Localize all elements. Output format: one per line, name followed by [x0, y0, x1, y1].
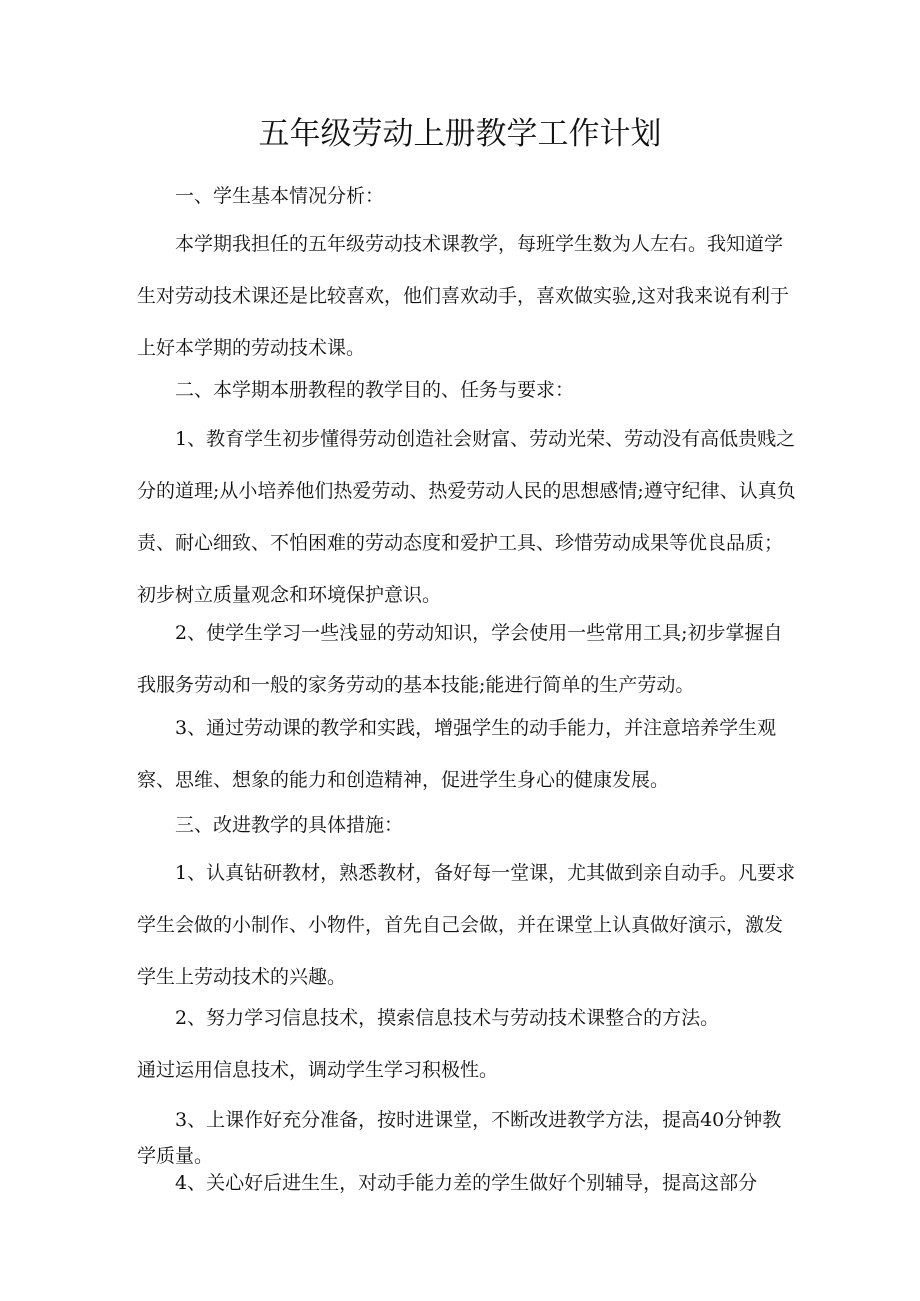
paragraph-objective-2: 2、使学生学习一些浅显的劳动知识，学会使用一些常用工具;初步掌握自我服务劳动和一般的家务劳动的基本技能;能进行简单的生产劳动。	[137, 622, 783, 696]
paragraph-measure-2-continued: 通过运用信息技术，调动学生学习积极性。	[137, 1059, 499, 1081]
paragraph-measure-4: 4、关心好后进生生，对动手能力差的学生做好个别辅导，提高这部分	[175, 1172, 758, 1194]
section-heading-student-analysis: 一、学生基本情况分析：	[175, 185, 385, 207]
section-heading-measures: 三、改进教学的具体措施：	[175, 814, 404, 836]
paragraph-measure-3: 3、上课作好充分准备，按时进课堂，不断改进教学方法，提高40分钟教学质量。	[137, 1109, 782, 1167]
paragraph-student-analysis: 本学期我担任的五年级劳动技术课教学，每班学生数为人左右。我知道学生对劳动技术课还是比较喜欢，他们喜欢动手，喜欢做实验,这对我来说有利于上好本学期的劳动技术课。	[137, 233, 790, 359]
section-heading-objectives: 二、本学期本册教程的教学目的、任务与要求：	[175, 379, 575, 401]
paragraph-measure-1: 1、认真钻研教材，熟悉教材，备好每一堂课，尤其做到亲自动手。凡要求学生会做的小制作、小物件，首先自己会做，并在课堂上认真做好演示，激发学生上劳动技术的兴趣。	[137, 862, 796, 988]
paragraph-objective-3: 3、通过劳动课的教学和实践，增强学生的动手能力，并注意培养学生观察、思维、想象的能力和创造精神，促进学生身心的健康发展。	[137, 717, 777, 791]
paragraph-objective-1: 1、教育学生初步懂得劳动创造社会财富、劳动光荣、劳动没有高低贵贱之分的道理;从小培养他们热爱劳动、热爱劳动人民的思想感情;遵守纪律、认真负责、耐心细致、不怕困难的劳动态度和爱护工具、珍惜劳动成果等优良品质；初步树立质量观念和环境保护意识。	[137, 428, 796, 606]
paragraph-measure-2: 2、努力学习信息技术，摸索信息技术与劳动技术课整合的方法。	[175, 1007, 720, 1029]
document-title: 五年级劳动上册教学工作计划	[258, 116, 662, 152]
